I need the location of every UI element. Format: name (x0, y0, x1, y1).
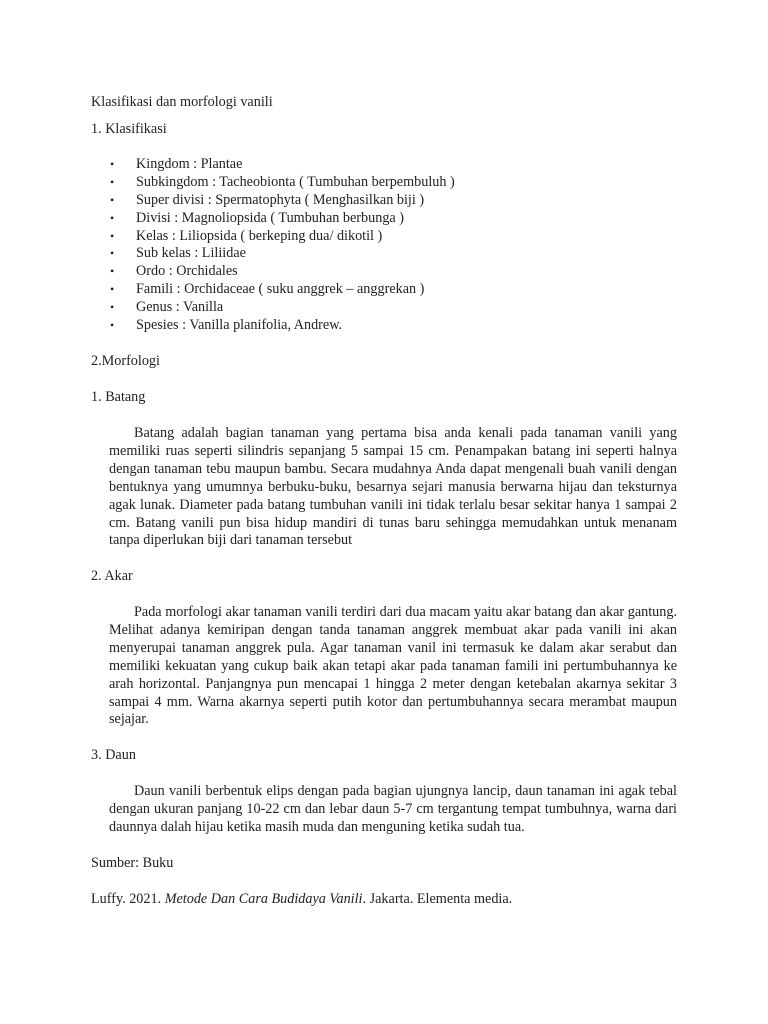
bullet-icon: • (110, 318, 115, 333)
list-item-text: Super divisi : Spermatophyta ( Menghasilkan biji ) (136, 191, 425, 208)
list-item (110, 210, 455, 228)
subheading-daun: 3. Daun (91, 747, 136, 763)
reference-publisher: . Jakarta. Elementa media. (362, 891, 513, 907)
list-item (110, 281, 455, 299)
reference-author-year: Luffy. 2021. (91, 891, 165, 907)
list-item-text: Subkingdom : Tacheobionta ( Tumbuhan berpembuluh ) (136, 173, 455, 190)
list-item-text: Famili : Orchidaceae ( suku anggrek – anggrekan ) (136, 281, 425, 298)
list-item-text: Spesies : Vanilla planifolia, Andrew. (136, 317, 343, 334)
list-item (110, 228, 455, 246)
section-heading-morfologi: 2.Morfologi (91, 353, 160, 369)
list-item-text: Kingdom : Plantae (136, 156, 243, 172)
bullet-icon: • (110, 210, 115, 225)
bullet-icon: • (110, 282, 115, 297)
paragraph-akar: Pada morfologi akar tanaman vanili terdiri dari dua macam yaitu akar batang dan akar gantung. Melihat adanya kemiripan dengan tanda tanaman anggrek membuat akar pada vanili ini akan menyerupai tanaman anggrek pula. Agar tanaman vanil ini termasuk ke dalam akar serabut dan memiliki kekuatan yang cukup baik akan tetapi akar pada tanaman famili ini pertumbuhannya ke arah horizontal. Panjangnya pun mencapai 1 hingga 2 meter dengan ketebalan akarnya sekitar 3 sampai 4 mm. Warna akarnya seperti putih kotor dan pertumbuhannya secara merambat maupun sejajar. (109, 604, 677, 728)
subheading-akar: 2. Akar (91, 568, 133, 584)
bullet-icon: • (110, 174, 115, 189)
document-title: Klasifikasi dan morfologi vanili (91, 94, 273, 110)
list-item (110, 156, 455, 174)
list-item-text: Kelas : Liliopsida ( berkeping dua/ dikotil ) (136, 227, 383, 244)
bullet-icon: • (110, 264, 115, 279)
source-label: Sumber: Buku (91, 855, 174, 871)
list-item (110, 245, 455, 263)
list-item (110, 174, 455, 192)
section-heading-klasifikasi: 1. Klasifikasi (91, 121, 167, 137)
paragraph-batang: Batang adalah bagian tanaman yang pertama bisa anda kenali pada tanaman vanili yang memiliki ruas seperti silindris sepanjang 5 sampai 15 cm. Penampakan batang ini seperti halnya dengan tanaman tebu maupun bambu. Secara mudahnya Anda dapat mengenali buah vanili dengan bentuknya yang umumnya berbuku-buku, besarnya sejari manusia berwarna hijau dan teksturnya agak lunak. Diameter pada batang tumbuhan vanili ini tidak terlalu besar sekitar hanya 1 sampai 2 cm. Batang vanili pun bisa hidup mandiri di tunas baru sehingga memudahkan untuk menanam tanpa diperlukan biji dari tanaman tersebut (109, 425, 677, 549)
list-item (110, 317, 455, 335)
subheading-batang: 1. Batang (91, 389, 146, 405)
bullet-icon: • (110, 228, 115, 243)
list-item (110, 299, 455, 317)
bullet-icon: • (110, 246, 115, 261)
list-item (110, 263, 455, 281)
bullet-icon: • (110, 192, 115, 207)
reference-entry (91, 891, 512, 909)
list-item-text: Genus : Vanilla (136, 299, 224, 316)
list-item-text: Divisi : Magnoliopsida ( Tumbuhan berbunga ) (136, 209, 404, 226)
bullet-icon: • (110, 300, 115, 315)
reference-book-title: Metode Dan Cara Budidaya Vanili (164, 891, 363, 907)
classification-list (110, 156, 455, 335)
bullet-icon: • (110, 157, 115, 171)
list-item (110, 192, 455, 210)
paragraph-daun: Daun vanili berbentuk elips dengan pada bagian ujungnya lancip, daun tanaman ini agak tebal dengan ukuran panjang 10-22 cm dan lebar daun 5-7 cm tergantung tempat tumbuhnya, warna dari daunnya dalah hijau ketika masih muda dan menguning ketika sudah tua. (109, 783, 677, 835)
list-item-text: Sub kelas : Liliidae (136, 245, 246, 262)
list-item-text: Ordo : Orchidales (136, 263, 238, 280)
